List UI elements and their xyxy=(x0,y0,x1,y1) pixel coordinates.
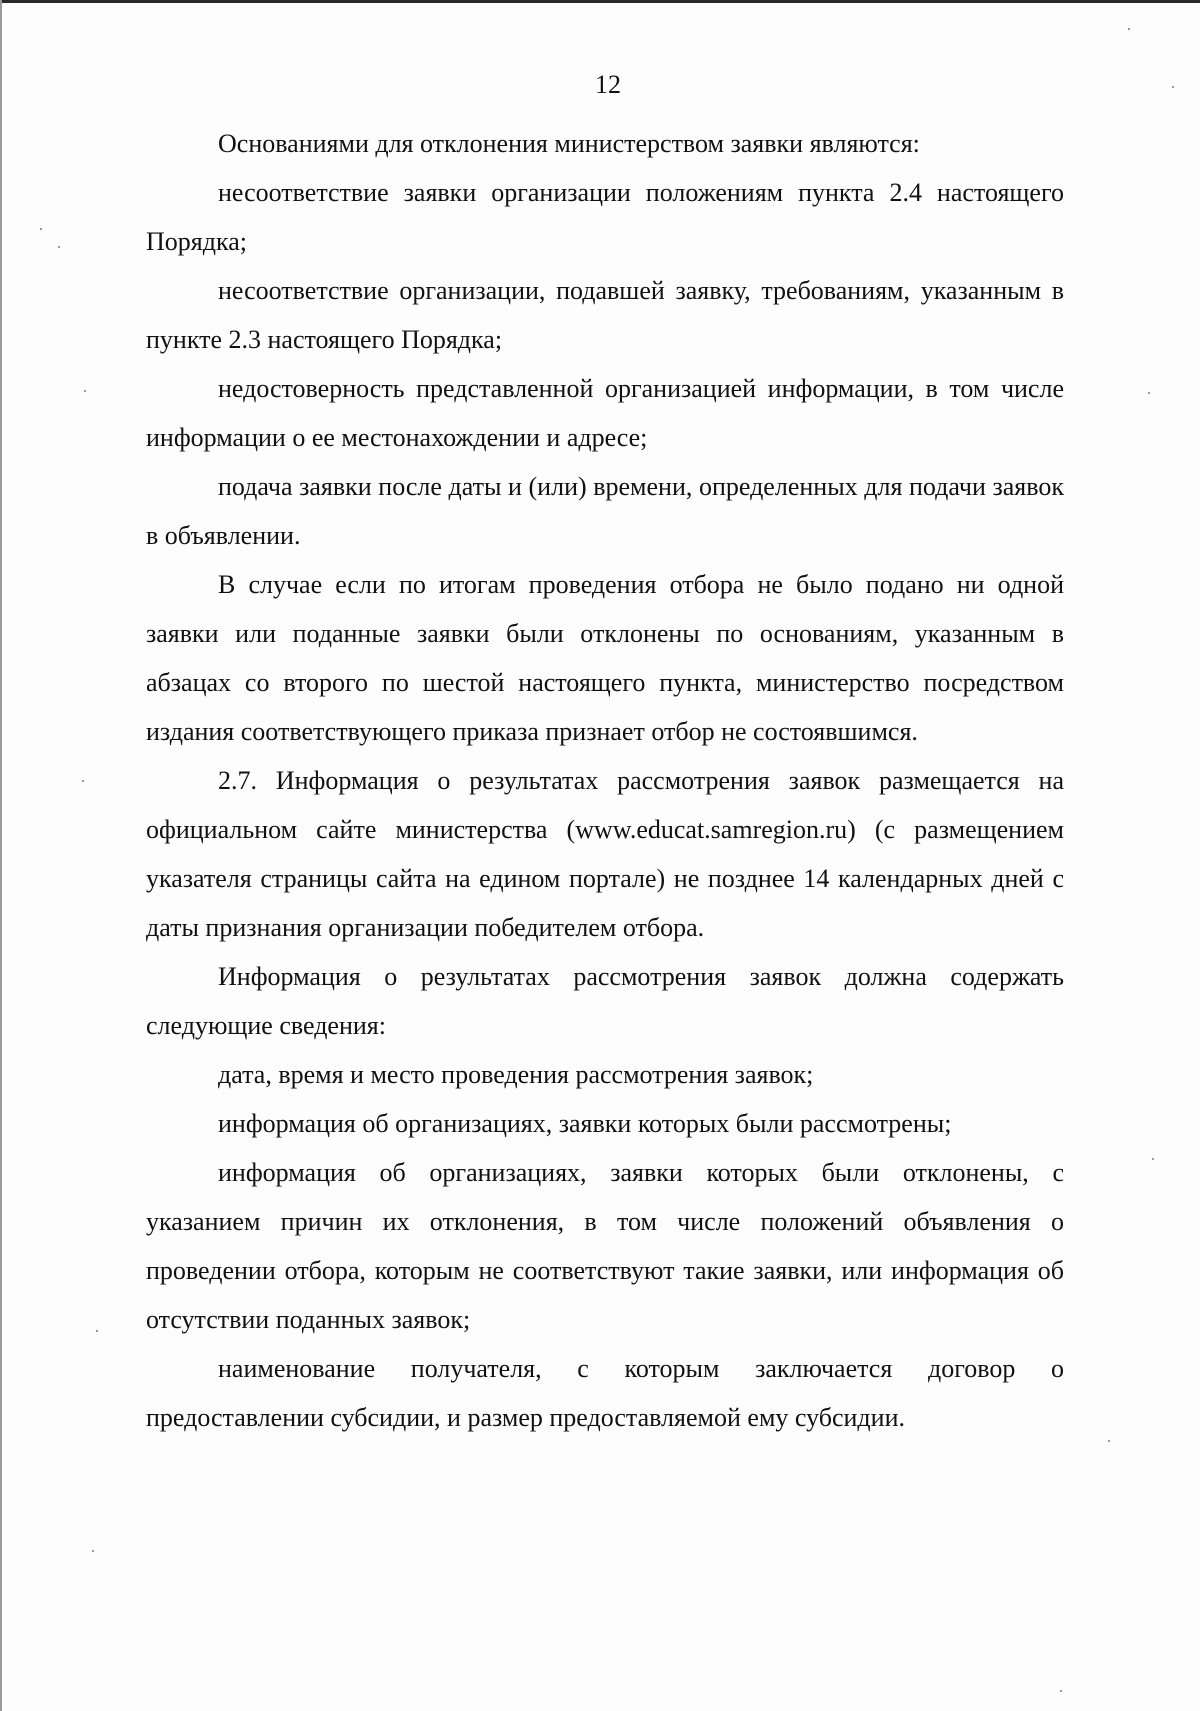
scan-speck xyxy=(84,390,86,392)
scan-speck xyxy=(1060,1690,1062,1692)
scan-speck xyxy=(1148,392,1150,394)
paragraph-info-item-4: наименование получателя, с которым заключается договор о предоставлении субсидии, и размер предоставляемой ему субсидии. xyxy=(146,1354,1064,1432)
paragraph-2-7-publication: 2.7. Информация о результатах рассмотрения заявок размещается на официальном сайте министерства (www.educat.samregion.ru) (с размещением указателя страницы сайта на едином портале) не позднее 14 календарных дней с даты признания организации победителем отбора. xyxy=(146,766,1064,942)
scan-speck xyxy=(1108,1440,1110,1442)
scan-speck xyxy=(1128,28,1130,30)
scan-speck xyxy=(92,1550,94,1552)
scan-speck xyxy=(40,228,42,230)
paragraph-ground-4: подача заявки после даты и (или) времени, определенных для подачи заявок в объявлении. xyxy=(146,472,1064,550)
paragraph-info-item-2: информация об организациях, заявки которых были рассмотрены; xyxy=(218,1109,952,1138)
paragraph-info-item-1: дата, время и место проведения рассмотрения заявок; xyxy=(218,1060,814,1089)
paragraph-rejection-grounds-intro: Основаниями для отклонения министерством заявки являются: xyxy=(218,129,920,158)
paragraph-selection-failed: В случае если по итогам проведения отбора не было подано ни одной заявки или поданные заявки были отклонены по основаниям, указанным в абзацах со второго по шестой настоящего пункта, министерство посредством издания соответствующего приказа признает отбор не состоявшимся. xyxy=(146,570,1064,746)
scan-speck xyxy=(96,1330,98,1332)
paragraph-info-contents-intro: Информация о результатах рассмотрения заявок должна содержать следующие сведения: xyxy=(146,962,1064,1040)
paragraph-ground-1: несоответствие заявки организации положениям пункта 2.4 настоящего Порядка; xyxy=(146,178,1064,256)
scan-speck xyxy=(1172,86,1174,88)
scan-speck xyxy=(1152,1158,1154,1160)
paragraph-ground-3: недостоверность представленной организацией информации, в том числе информации о ее местонахождении и адресе; xyxy=(146,374,1064,452)
document-body xyxy=(146,119,1064,1442)
scan-left-edge xyxy=(0,0,2,1711)
scan-speck xyxy=(58,246,60,248)
scan-top-edge xyxy=(0,0,1200,3)
paragraph-info-item-3: информация об организациях, заявки которых были отклонены, с указанием причин их отклонения, в том числе положений объявления о проведении отбора, которым не соответствуют такие заявки, или информация об отсутствии поданных заявок; xyxy=(146,1158,1064,1334)
scan-speck xyxy=(82,780,84,782)
paragraph-ground-2: несоответствие организации, подавшей заявку, требованиям, указанным в пункте 2.3 настоящего Порядка; xyxy=(146,276,1064,354)
page-number: 12 xyxy=(595,70,621,99)
